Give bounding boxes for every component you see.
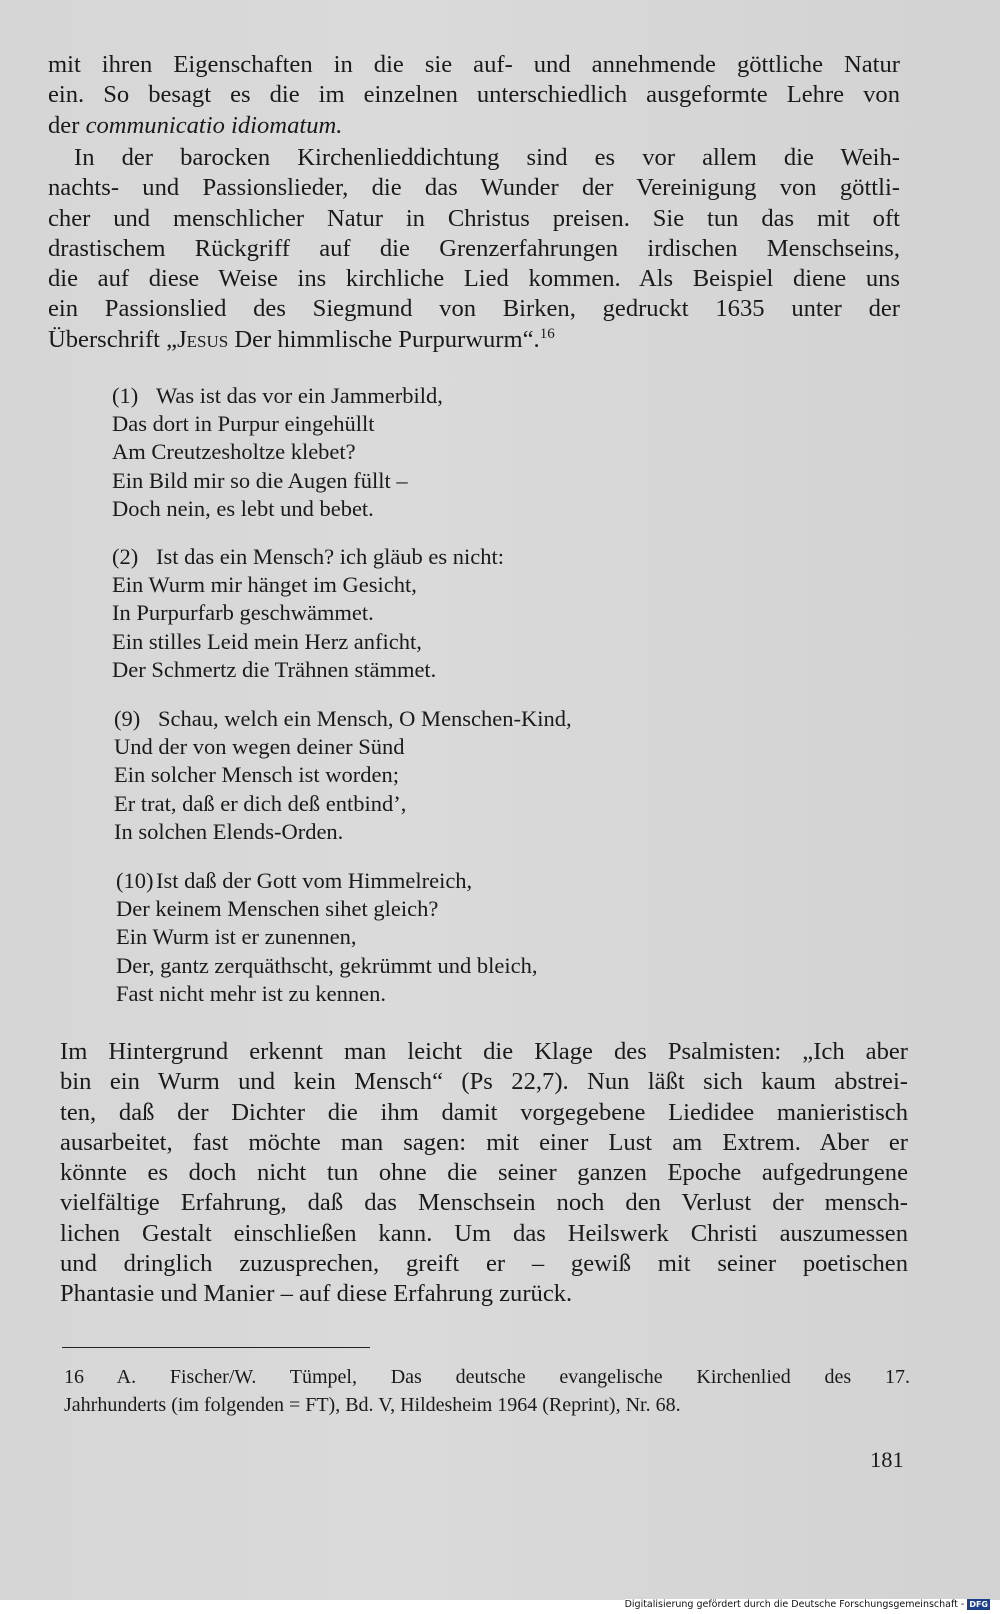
stanza-number: (9) bbox=[114, 706, 141, 731]
verse-line: Ein Wurm ist er zunennen, bbox=[116, 924, 357, 950]
stanza-number: (10) bbox=[116, 868, 154, 893]
verse-line: Ein stilles Leid mein Herz anficht, bbox=[112, 628, 422, 654]
text-line: die auf diese Weise ins kirchliche Lied kommen. Als Beispiel diene uns bbox=[48, 265, 900, 293]
verse-line: Er trat, daß er dich deß entbind’, bbox=[114, 790, 407, 816]
text-segment: Der himmlische Purpurwurm“. bbox=[228, 325, 540, 353]
text-segment: Überschrift „ bbox=[48, 325, 178, 353]
verse-line: Doch nein, es lebt und bebet. bbox=[112, 495, 374, 521]
italic-term: communicatio idiomatum. bbox=[85, 111, 343, 139]
text-line: Im Hintergrund erkennt man leicht die Klage des Psalmisten: „Ich aber bbox=[60, 1038, 908, 1065]
verse-line bbox=[116, 867, 756, 895]
footnote-separator bbox=[62, 1347, 370, 1348]
text-line: drastischem Rückgriff auf die Grenzerfahrungen irdischen Menschseins, bbox=[48, 234, 900, 262]
dfg-logo-icon: DFG bbox=[969, 1600, 988, 1609]
text-line: mit ihren Eigenschaften in die sie auf- und annehmende göttliche Natur bbox=[48, 51, 900, 78]
verse-line: Und der von wegen deiner Sünd bbox=[114, 734, 405, 760]
dfg-caption: Digitalisierung gefördert durch die Deutsche Forschungsgemeinschaft - bbox=[624, 1599, 965, 1610]
verse-line bbox=[114, 705, 754, 733]
footnote-line: Jahrhunderts (im folgenden = FT), Bd. V, Hildesheim 1964 (Reprint), Nr. 68. bbox=[64, 1394, 681, 1416]
verse-line bbox=[112, 543, 752, 571]
verse-line: Der Schmertz die Trähnen stämmet. bbox=[112, 656, 437, 682]
text-line: In der barocken Kirchenlieddichtung sind es vor allem die Weih- bbox=[74, 144, 900, 171]
verse-line: Fast nicht mehr ist zu kennen. bbox=[116, 980, 386, 1006]
stanza-10 bbox=[116, 867, 756, 1008]
text-line: und dringlich zuzusprechen, greift er – gewiß mit seiner poetischen bbox=[60, 1250, 908, 1278]
paragraph-baroque-hymns bbox=[48, 143, 900, 355]
stanza-9 bbox=[114, 705, 754, 846]
verse-line bbox=[112, 382, 752, 410]
paragraph-intro bbox=[48, 50, 900, 141]
verse-line: Das dort in Purpur eingehüllt bbox=[112, 411, 375, 437]
text-line: bin ein Wurm und kein Mensch“ (Ps 22,7). Nun läßt sich kaum abstrei- bbox=[60, 1068, 908, 1096]
text-line: vielfältige Erfahrung, daß das Menschsein noch den Verlust der mensch- bbox=[60, 1189, 908, 1217]
text-line: nachts- und Passionslieder, die das Wunder der Vereinigung von göttli- bbox=[48, 174, 900, 202]
verse-line: Ein solcher Mensch ist worden; bbox=[114, 762, 399, 788]
verse-text: Ist das ein Mensch? ich gläub es nicht: bbox=[156, 544, 505, 569]
footnote-reference: 16 bbox=[539, 325, 555, 342]
text-line: ten, daß der Dichter die ihm damit vorgegebene Liedidee manieristisch bbox=[60, 1098, 908, 1126]
stanza-number: (1) bbox=[112, 383, 139, 408]
text-segment: der bbox=[48, 111, 86, 139]
verse-line: Ein Wurm mir hänget im Gesicht, bbox=[112, 572, 417, 598]
verse-line: Am Creutzesholtze klebet? bbox=[112, 439, 356, 465]
stanza-1 bbox=[112, 382, 752, 523]
text-line: könnte es doch nicht tun ohne die seiner ganzen Epoche aufgedrungene bbox=[60, 1159, 908, 1187]
verse-line: In solchen Elends-Orden. bbox=[114, 818, 344, 844]
verse-line: Der, gantz zerquäthscht, gekrümmt und bleich, bbox=[116, 952, 538, 978]
verse-line: Ein Bild mir so die Augen füllt – bbox=[112, 467, 408, 493]
paragraph-psalmist bbox=[60, 1037, 908, 1310]
small-caps-name: Jesus bbox=[177, 325, 229, 353]
footnote-line: 16 A. Fischer/W. Tümpel, Das deutsche evangelische Kirchenlied des 17. bbox=[64, 1366, 910, 1388]
footnote-16 bbox=[64, 1363, 910, 1419]
text-line bbox=[48, 111, 900, 141]
text-line: Phantasie und Manier – auf diese Erfahrung zurück. bbox=[60, 1280, 573, 1308]
verse-line: In Purpurfarb geschwämmet. bbox=[112, 600, 374, 626]
text-line: ein. So besagt es die im einzelnen unterschiedlich ausgeformte Lehre von bbox=[48, 81, 900, 109]
verse-text: Ist daß der Gott vom Himmelreich, bbox=[156, 868, 473, 893]
stanza-2 bbox=[112, 543, 752, 684]
text-line: cher und menschlicher Natur in Christus preisen. Sie tun das mit oft bbox=[48, 204, 900, 232]
stanza-number: (2) bbox=[112, 544, 139, 569]
verse-line: Der keinem Menschen sihet gleich? bbox=[116, 896, 439, 922]
page-number: 181 bbox=[870, 1447, 904, 1472]
text-line bbox=[48, 325, 900, 355]
text-line: ausarbeitet, fast möchte man sagen: mit einer Lust am Extrem. Aber er bbox=[60, 1128, 908, 1156]
text-line: ein Passionslied des Siegmund von Birken, gedruckt 1635 unter der bbox=[48, 295, 900, 323]
dfg-funding-notice bbox=[625, 1599, 990, 1610]
verse-text: Was ist das vor ein Jammerbild, bbox=[156, 383, 443, 408]
text-line: lichen Gestalt einschließen kann. Um das Heilswerk Christi auszumessen bbox=[60, 1219, 908, 1247]
verse-text: Schau, welch ein Mensch, O Menschen-Kind, bbox=[158, 706, 572, 731]
